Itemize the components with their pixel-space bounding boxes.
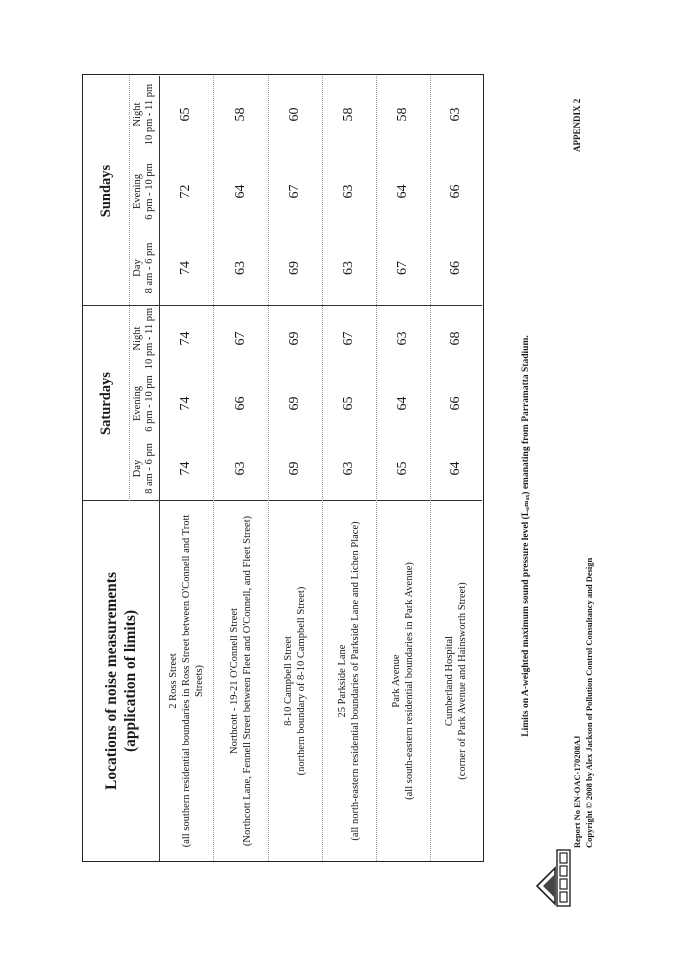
value-cell: 63 bbox=[341, 461, 356, 476]
value-cell: 63 bbox=[448, 107, 463, 122]
table-caption: Limits on A-weighted maximum sound pressure level (Lₐₘₐₓ) emanating from Parramatta Stadium. bbox=[521, 335, 531, 737]
value-cell: 67 bbox=[287, 184, 302, 199]
value-cell: 58 bbox=[232, 107, 248, 122]
value-cell: 67 bbox=[341, 331, 356, 346]
noise-limits-table bbox=[82, 74, 484, 862]
period-header-sat-evening: Evening 6 pm - 10 pm bbox=[132, 375, 155, 432]
report-number: Report No EN-OAC-170208AJ bbox=[572, 735, 582, 848]
value-cell: 64 bbox=[448, 461, 463, 476]
value-cell: 66 bbox=[232, 396, 248, 411]
value-cell: 67 bbox=[232, 331, 248, 346]
value-cell: 74 bbox=[178, 261, 193, 275]
value-cell: 72 bbox=[178, 184, 193, 199]
table-row-location: Park Avenue (all south-eastern residential boundaries in Park Avenue) bbox=[391, 562, 415, 800]
copyright-notice: Copyright © 2008 by Alex Jackson of Pollution Control Consultancy and Design bbox=[584, 557, 594, 848]
value-cell: 66 bbox=[448, 261, 463, 275]
period-header-sat-night: Night 10 pm - 11 pm bbox=[132, 307, 155, 370]
value-cell: 69 bbox=[287, 331, 302, 346]
value-cell: 65 bbox=[178, 107, 193, 122]
table-row-location: Northcott - 19-21 O'Connell Street (Northcott Lane, Fennell Street between Fleet and O'Connell, and Fleet Street) bbox=[228, 515, 253, 847]
value-cell: 74 bbox=[178, 396, 193, 411]
location-column-header bbox=[83, 501, 159, 861]
value-cell: 68 bbox=[448, 331, 463, 346]
value-cell: 66 bbox=[448, 396, 463, 411]
value-cell: 69 bbox=[287, 461, 302, 476]
value-cell: 69 bbox=[287, 261, 302, 275]
value-cell: 63 bbox=[341, 261, 356, 275]
value-cell: 58 bbox=[341, 107, 356, 122]
value-cell: 74 bbox=[178, 331, 193, 346]
group-divider bbox=[129, 76, 130, 501]
value-cell: 60 bbox=[287, 107, 302, 122]
value-cell: 64 bbox=[395, 184, 410, 199]
value-cell: 63 bbox=[341, 184, 356, 199]
appendix-label: APPENDIX 2 bbox=[572, 98, 582, 152]
period-header-sat-day: Day 8 am - 6 pm bbox=[132, 443, 155, 494]
table-row-location: 8-10 Campbell Street (northern boundary of 8-10 Campbell Street) bbox=[283, 586, 307, 776]
value-cell: 69 bbox=[287, 396, 302, 411]
period-header-sun-night: Night 10 pm - 11 pm bbox=[132, 83, 155, 146]
value-cell: 65 bbox=[341, 396, 356, 411]
value-cell: 63 bbox=[232, 461, 248, 476]
value-cell: 64 bbox=[395, 396, 410, 411]
value-cell: 74 bbox=[178, 461, 193, 476]
table-row-location: 2 Ross Street (all southern residential boundaries in Ross Street between O'Connell and Trott Streets) bbox=[167, 514, 205, 848]
value-cell: 64 bbox=[232, 184, 248, 199]
saturdays-header: Saturdays bbox=[97, 372, 114, 435]
period-header-sun-evening: Evening 6 pm - 10 pm bbox=[132, 163, 155, 220]
value-cell: 66 bbox=[448, 184, 463, 199]
table-row-location: 25 Parkside Lane (all north-eastern residential boundaries of Parkside Lane and Lichen Place) bbox=[337, 521, 361, 841]
value-cell: 65 bbox=[395, 461, 410, 476]
location-header-title: Locations of noise measurements bbox=[103, 572, 120, 790]
value-cell: 58 bbox=[395, 107, 410, 122]
location-header-subtitle: (application of limits) bbox=[122, 609, 139, 753]
company-logo-icon bbox=[535, 848, 573, 908]
value-cell: 63 bbox=[395, 331, 410, 346]
period-header-sun-day: Day 8 am - 6 pm bbox=[132, 242, 155, 294]
value-cell: 63 bbox=[232, 261, 248, 275]
table-row-location: Cumberland Hospital (corner of Park Avenue and Hainsworth Street) bbox=[444, 582, 468, 780]
sundays-header: Sundays bbox=[97, 164, 114, 218]
value-cell: 67 bbox=[395, 261, 410, 275]
